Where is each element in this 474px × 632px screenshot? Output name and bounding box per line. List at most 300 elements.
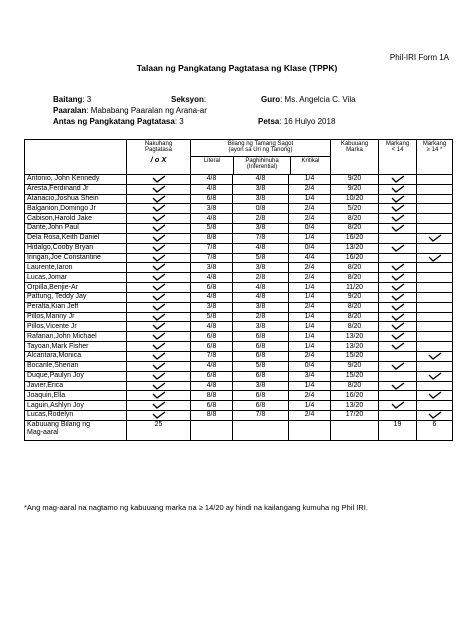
student-name: Atanacio,Joshua Shein: [25, 194, 127, 204]
checkmark-icon: [391, 214, 405, 222]
inferential-score: 6/8: [233, 401, 289, 411]
kritikal-score: 0/4: [289, 243, 331, 253]
total-score: 11/20: [331, 283, 379, 293]
checkmark-icon: [391, 283, 405, 291]
student-name: Javier,Erica: [25, 381, 127, 391]
guro-label: Guro: [261, 95, 281, 104]
table-row: [25, 273, 453, 283]
check-mark: [127, 371, 191, 381]
inferential-score: 3/8: [233, 322, 289, 332]
ge14-check: [417, 312, 453, 322]
student-name: Lucas,Rodelyn: [25, 411, 127, 421]
inferential-score: 4/8: [233, 283, 289, 293]
ge14-check: [417, 322, 453, 332]
kritikal-score: 2/4: [289, 204, 331, 214]
petsa-value: : 16 Hulyo 2018: [279, 117, 336, 126]
total-row: [25, 420, 453, 440]
document-title: Talaan ng Pangkatang Pagtatasa ng Klase (TPPK): [136, 63, 338, 73]
petsa-field: [258, 117, 335, 126]
inferential-score: 2/8: [233, 273, 289, 283]
kritikal-score: 1/4: [289, 174, 331, 184]
total-count: 25: [127, 420, 191, 440]
table-row: [25, 233, 453, 243]
ge14-check: [417, 273, 453, 283]
ge14-check: [417, 352, 453, 362]
student-name: Aresta,Ferdinand Jr: [25, 184, 127, 194]
header-kabuuang-marka: [331, 140, 379, 175]
check-mark: [127, 361, 191, 371]
checkmark-icon: [152, 234, 166, 242]
checkmark-icon: [391, 401, 405, 409]
total-score: 13/20: [331, 401, 379, 411]
check-mark: [127, 243, 191, 253]
checkmark-icon: [152, 362, 166, 370]
check-mark: [127, 352, 191, 362]
header-kritikal: Kritikal: [301, 157, 320, 164]
kritikal-score: 1/4: [289, 381, 331, 391]
checkmark-icon: [391, 273, 405, 281]
header-paghihinuha-label: Paghihinuha: [245, 157, 279, 164]
seksyon-value: :: [203, 95, 207, 104]
literal-score: 4/8: [191, 381, 233, 391]
guro-field: [261, 95, 356, 104]
kritikal-score: 1/4: [289, 194, 331, 204]
student-name: Laurente,Iaron: [25, 263, 127, 273]
student-name: Laguin,Ashlyn Joy: [25, 401, 127, 411]
checkmark-icon: [152, 332, 166, 340]
lt14-check: [379, 322, 417, 332]
kritikal-score: 1/4: [289, 283, 331, 293]
total-label-line1: Kabuuang Bilang ng: [27, 420, 91, 428]
check-mark: [127, 233, 191, 243]
table-row: [25, 332, 453, 342]
kritikal-score: 1/4: [289, 312, 331, 322]
kritikal-score: 2/4: [289, 263, 331, 273]
student-name: Cabison,Harold Jake: [25, 214, 127, 224]
kritikal-score: 1/4: [289, 401, 331, 411]
literal-score: 4/8: [191, 184, 233, 194]
checkmark-icon: [391, 244, 405, 252]
literal-score: 3/8: [191, 204, 233, 214]
baitang-label: Baitang: [53, 95, 83, 104]
inferential-score: 7/8: [233, 411, 289, 421]
literal-score: 7/8: [191, 352, 233, 362]
lt14-check: [379, 342, 417, 352]
checkmark-icon: [391, 195, 405, 203]
paaralan-field: [53, 106, 207, 115]
paaralan-label: Paaralan: [53, 106, 87, 115]
checkmark-icon: [391, 342, 405, 350]
check-mark: [127, 322, 191, 332]
literal-score: 6/8: [191, 332, 233, 342]
paaralan-value: : Mababang Paaralan ng Arana-ar: [86, 106, 207, 115]
checkmark-icon: [152, 372, 166, 380]
checkmark-icon: [152, 273, 166, 281]
table-row: [25, 214, 453, 224]
check-mark: [127, 224, 191, 234]
ge14-check: [417, 283, 453, 293]
checkmark-icon: [391, 303, 405, 311]
header-kabuuang: Kabuuang: [340, 141, 369, 147]
lt14-check: [379, 302, 417, 312]
kritikal-score: 1/4: [289, 332, 331, 342]
checkmark-icon: [152, 313, 166, 321]
inferential-score: 4/8: [233, 174, 289, 184]
total-score: 8/20: [331, 312, 379, 322]
table-row: [25, 391, 453, 401]
checkmark-icon: [152, 244, 166, 252]
lt14-check: [379, 352, 417, 362]
check-mark: [127, 332, 191, 342]
table-row: [25, 361, 453, 371]
inferential-score: 5/8: [233, 361, 289, 371]
kritikal-score: 1/4: [289, 342, 331, 352]
checkmark-icon: [152, 401, 166, 409]
student-name: Hidalgo,Cooby Bryan: [25, 243, 127, 253]
lt14-check: [379, 283, 417, 293]
ge14-check: [417, 194, 453, 204]
check-mark: [127, 253, 191, 263]
inferential-score: 3/8: [233, 302, 289, 312]
student-name: Dela Rosa,Keith Daniel: [25, 233, 127, 243]
checkmark-icon: [152, 352, 166, 360]
student-name: Orpilla,Benjie-Ar: [25, 283, 127, 293]
table-row: [25, 243, 453, 253]
checkmark-icon: [152, 254, 166, 262]
kritikal-score: 2/4: [289, 184, 331, 194]
total-score: 8/20: [331, 322, 379, 332]
literal-score: 4/8: [191, 361, 233, 371]
checkmark-icon: [391, 322, 405, 330]
checkmark-icon: [391, 224, 405, 232]
inferential-score: 6/8: [233, 342, 289, 352]
kritikal-score: 2/4: [289, 273, 331, 283]
literal-score: 6/8: [191, 342, 233, 352]
checkmark-icon: [152, 214, 166, 222]
lt14-check: [379, 174, 417, 184]
literal-score: 6/8: [191, 283, 233, 293]
ge14-check: [417, 411, 453, 421]
lt14-check: [379, 263, 417, 273]
kritikal-score: 0/4: [289, 224, 331, 234]
header-ge14-label: ≥ 14 *: [426, 147, 443, 154]
literal-score: 6/8: [191, 194, 233, 204]
table-row: [25, 253, 453, 263]
check-mark: [127, 411, 191, 421]
checkmark-icon: [391, 313, 405, 321]
total-empty-marka: [331, 420, 379, 440]
check-mark: [127, 263, 191, 273]
checkmark-icon: [391, 185, 405, 193]
literal-score: 8/8: [191, 411, 233, 421]
checkmark-icon: [428, 234, 442, 242]
inferential-score: 2/8: [233, 312, 289, 322]
lt14-check: [379, 214, 417, 224]
header-markang-lt-label: Markang: [385, 141, 410, 147]
inferential-score: 6/8: [233, 332, 289, 342]
kritikal-score: 3/4: [289, 371, 331, 381]
total-score: 9/20: [331, 184, 379, 194]
ge14-check: [417, 401, 453, 411]
literal-score: 8/8: [191, 233, 233, 243]
table-row: [25, 381, 453, 391]
header-nakuhang-pagtatasa: [127, 140, 191, 175]
kritikal-score: 2/4: [289, 391, 331, 401]
total-score: 9/20: [331, 292, 379, 302]
total-score: 16/20: [331, 233, 379, 243]
student-name: Lucas,Jomar: [25, 273, 127, 283]
checkmark-icon: [152, 283, 166, 291]
check-mark: [127, 283, 191, 293]
student-name: Bocarile,Sherian: [25, 361, 127, 371]
checkmark-icon: [428, 352, 442, 360]
literal-score: 4/8: [191, 214, 233, 224]
ge14-check: [417, 214, 453, 224]
ge14-check: [417, 224, 453, 234]
header-bilang: [191, 140, 331, 175]
check-mark: [127, 273, 191, 283]
guro-value: : Ms. Angelcia C. Vila: [280, 95, 356, 104]
student-name: Alcantara,Monica: [25, 352, 127, 362]
seksyon-field: [171, 95, 206, 104]
literal-score: 3/8: [191, 263, 233, 273]
checkmark-icon: [428, 411, 442, 419]
lt14-check: [379, 312, 417, 322]
assessment-table: [24, 139, 453, 441]
ge14-check: [417, 381, 453, 391]
lt14-check: [379, 243, 417, 253]
inferential-score: 4/8: [233, 243, 289, 253]
total-score: 10/20: [331, 194, 379, 204]
ge14-check: [417, 184, 453, 194]
lt14-check: [379, 292, 417, 302]
check-mark: [127, 381, 191, 391]
inferential-score: 3/8: [233, 263, 289, 273]
table-row: [25, 401, 453, 411]
checkmark-icon: [391, 293, 405, 301]
header-markang-ge14: [417, 140, 453, 175]
inferential-score: 4/8: [233, 292, 289, 302]
total-score: 16/20: [331, 253, 379, 263]
check-mark: [127, 204, 191, 214]
check-mark: [127, 391, 191, 401]
lt14-check: [379, 361, 417, 371]
lt14-check: [379, 381, 417, 391]
table-row: [25, 184, 453, 194]
lt14-check: [379, 332, 417, 342]
lt14-check: [379, 253, 417, 263]
kritikal-score: 1/4: [289, 322, 331, 332]
inferential-score: 3/8: [233, 224, 289, 234]
header-nakuhang: Nakuhang: [144, 141, 173, 147]
total-score: 8/20: [331, 273, 379, 283]
student-name: Tayoan,Mark Fisher: [25, 342, 127, 352]
lt14-check: [379, 224, 417, 234]
kritikal-score: 0/4: [289, 361, 331, 371]
total-score: 8/20: [331, 214, 379, 224]
total-score: 15/20: [331, 371, 379, 381]
lt14-check: [379, 194, 417, 204]
literal-score: 5/8: [191, 312, 233, 322]
total-empty-kritikal: [289, 420, 331, 440]
table-row: [25, 283, 453, 293]
total-score: 9/20: [331, 174, 379, 184]
ge14-check: [417, 342, 453, 352]
checkmark-icon: [391, 175, 405, 183]
literal-score: 8/8: [191, 391, 233, 401]
checkmark-icon: [152, 382, 166, 390]
antas-label: Antas ng Pangkatang Pagtatasa: [53, 117, 175, 126]
literal-score: 7/8: [191, 253, 233, 263]
ge14-check: [417, 204, 453, 214]
lt14-check: [379, 401, 417, 411]
literal-score: 5/8: [191, 224, 233, 234]
checkmark-icon: [391, 263, 405, 271]
student-name: Pillos,Manny Jr: [25, 312, 127, 322]
checkmark-icon: [152, 204, 166, 212]
footnote: *Ang mag-aaral na nagtamo ng kabuuang marka na ≥ 14/20 ay hindi na kailangang kumuha ng Phil IRI.: [24, 503, 368, 512]
ge14-check: [417, 253, 453, 263]
table-row: [25, 292, 453, 302]
lt14-check: [379, 184, 417, 194]
checkmark-icon: [391, 362, 405, 370]
header-name: [25, 140, 127, 175]
table-row: [25, 194, 453, 204]
checkmark-icon: [391, 382, 405, 390]
ge14-check: [417, 332, 453, 342]
check-mark: [127, 194, 191, 204]
total-ge14-count: 6: [417, 420, 453, 440]
header-inferential-label: (Inferential): [246, 164, 278, 171]
student-name: Iringan,Joe Constantine: [25, 253, 127, 263]
checkmark-icon: [152, 391, 166, 399]
header-iox: / o X: [150, 154, 167, 164]
check-mark: [127, 184, 191, 194]
header-lt14-label: < 14: [391, 147, 404, 154]
header-markang-lt14: [379, 140, 417, 175]
header-ayon-label: (ayon sa Uri ng Tanong): [228, 147, 293, 154]
ge14-check: [417, 233, 453, 243]
checkmark-icon: [152, 263, 166, 271]
checkmark-icon: [428, 372, 442, 380]
student-name: Duque,Paulyn Joy: [25, 371, 127, 381]
inferential-score: 2/8: [233, 214, 289, 224]
literal-score: 6/8: [191, 371, 233, 381]
baitang-value: : 3: [82, 95, 92, 104]
lt14-check: [379, 204, 417, 214]
inferential-score: 7/8: [233, 233, 289, 243]
ge14-check: [417, 391, 453, 401]
total-score: 5/20: [331, 204, 379, 214]
literal-score: 4/8: [191, 174, 233, 184]
check-mark: [127, 342, 191, 352]
table-row: [25, 263, 453, 273]
kritikal-score: 2/4: [289, 302, 331, 312]
total-lt14-count: 19: [379, 420, 417, 440]
check-mark: [127, 214, 191, 224]
antas-value: : 3: [174, 117, 184, 126]
literal-score: 6/8: [191, 401, 233, 411]
inferential-score: 3/8: [233, 381, 289, 391]
petsa-label: Petsa: [258, 117, 280, 126]
checkmark-icon: [152, 411, 166, 419]
checkmark-icon: [152, 293, 166, 301]
seksyon-label: Seksyon: [171, 95, 204, 104]
check-mark: [127, 401, 191, 411]
ge14-check: [417, 371, 453, 381]
total-score: 13/20: [331, 332, 379, 342]
total-score: 8/20: [331, 381, 379, 391]
inferential-score: 5/8: [233, 253, 289, 263]
total-label-line2: Mag-aaral: [27, 428, 59, 436]
checkmark-icon: [428, 254, 442, 262]
checkmark-icon: [152, 342, 166, 350]
ge14-check: [417, 263, 453, 273]
inferential-score: 6/8: [233, 391, 289, 401]
total-score: 8/20: [331, 263, 379, 273]
total-score: 13/20: [331, 342, 379, 352]
header-bilang-label: Bilang ng Tamang Sagot: [227, 141, 294, 147]
checkmark-icon: [152, 322, 166, 330]
checkmark-icon: [152, 195, 166, 203]
kritikal-score: 1/4: [289, 292, 331, 302]
student-name: Joaquin,Ella: [25, 391, 127, 401]
table-body: [25, 174, 453, 420]
student-name: Pattung, Teddy Jay: [25, 292, 127, 302]
table-row: [25, 174, 453, 184]
ge14-check: [417, 361, 453, 371]
inferential-score: 3/8: [233, 194, 289, 204]
checkmark-icon: [152, 303, 166, 311]
form-id: Phil-IRI Form 1A: [389, 53, 449, 62]
checkmark-icon: [152, 185, 166, 193]
lt14-check: [379, 411, 417, 421]
checkmark-icon: [391, 332, 405, 340]
table-row: [25, 371, 453, 381]
checkmark-icon: [428, 391, 442, 399]
student-name: Dante,John Paul: [25, 224, 127, 234]
student-name: Pillos,Vicente Jr: [25, 322, 127, 332]
check-mark: [127, 312, 191, 322]
lt14-check: [379, 391, 417, 401]
total-score: 9/20: [331, 361, 379, 371]
kritikal-score: 2/4: [289, 214, 331, 224]
lt14-check: [379, 233, 417, 243]
inferential-score: 3/8: [233, 184, 289, 194]
lt14-check: [379, 273, 417, 283]
checkmark-icon: [152, 224, 166, 232]
literal-score: 3/8: [191, 302, 233, 312]
table-row: [25, 204, 453, 214]
total-score: 15/20: [331, 352, 379, 362]
antas-field: [53, 117, 184, 126]
table-row: [25, 322, 453, 332]
student-name: Balganion,Domingo Jr: [25, 204, 127, 214]
check-mark: [127, 174, 191, 184]
student-name: Antonio, John Kennedy: [25, 174, 127, 184]
table-row: [25, 352, 453, 362]
lt14-check: [379, 371, 417, 381]
literal-score: 7/8: [191, 243, 233, 253]
ge14-check: [417, 174, 453, 184]
literal-score: 4/8: [191, 273, 233, 283]
total-label: [25, 420, 127, 440]
kritikal-score: 2/4: [289, 411, 331, 421]
header-paghihinuha: [234, 157, 291, 174]
student-name: Peralta,Kian Jeff: [25, 302, 127, 312]
table-row: [25, 302, 453, 312]
header-marka: Marka: [346, 147, 363, 154]
